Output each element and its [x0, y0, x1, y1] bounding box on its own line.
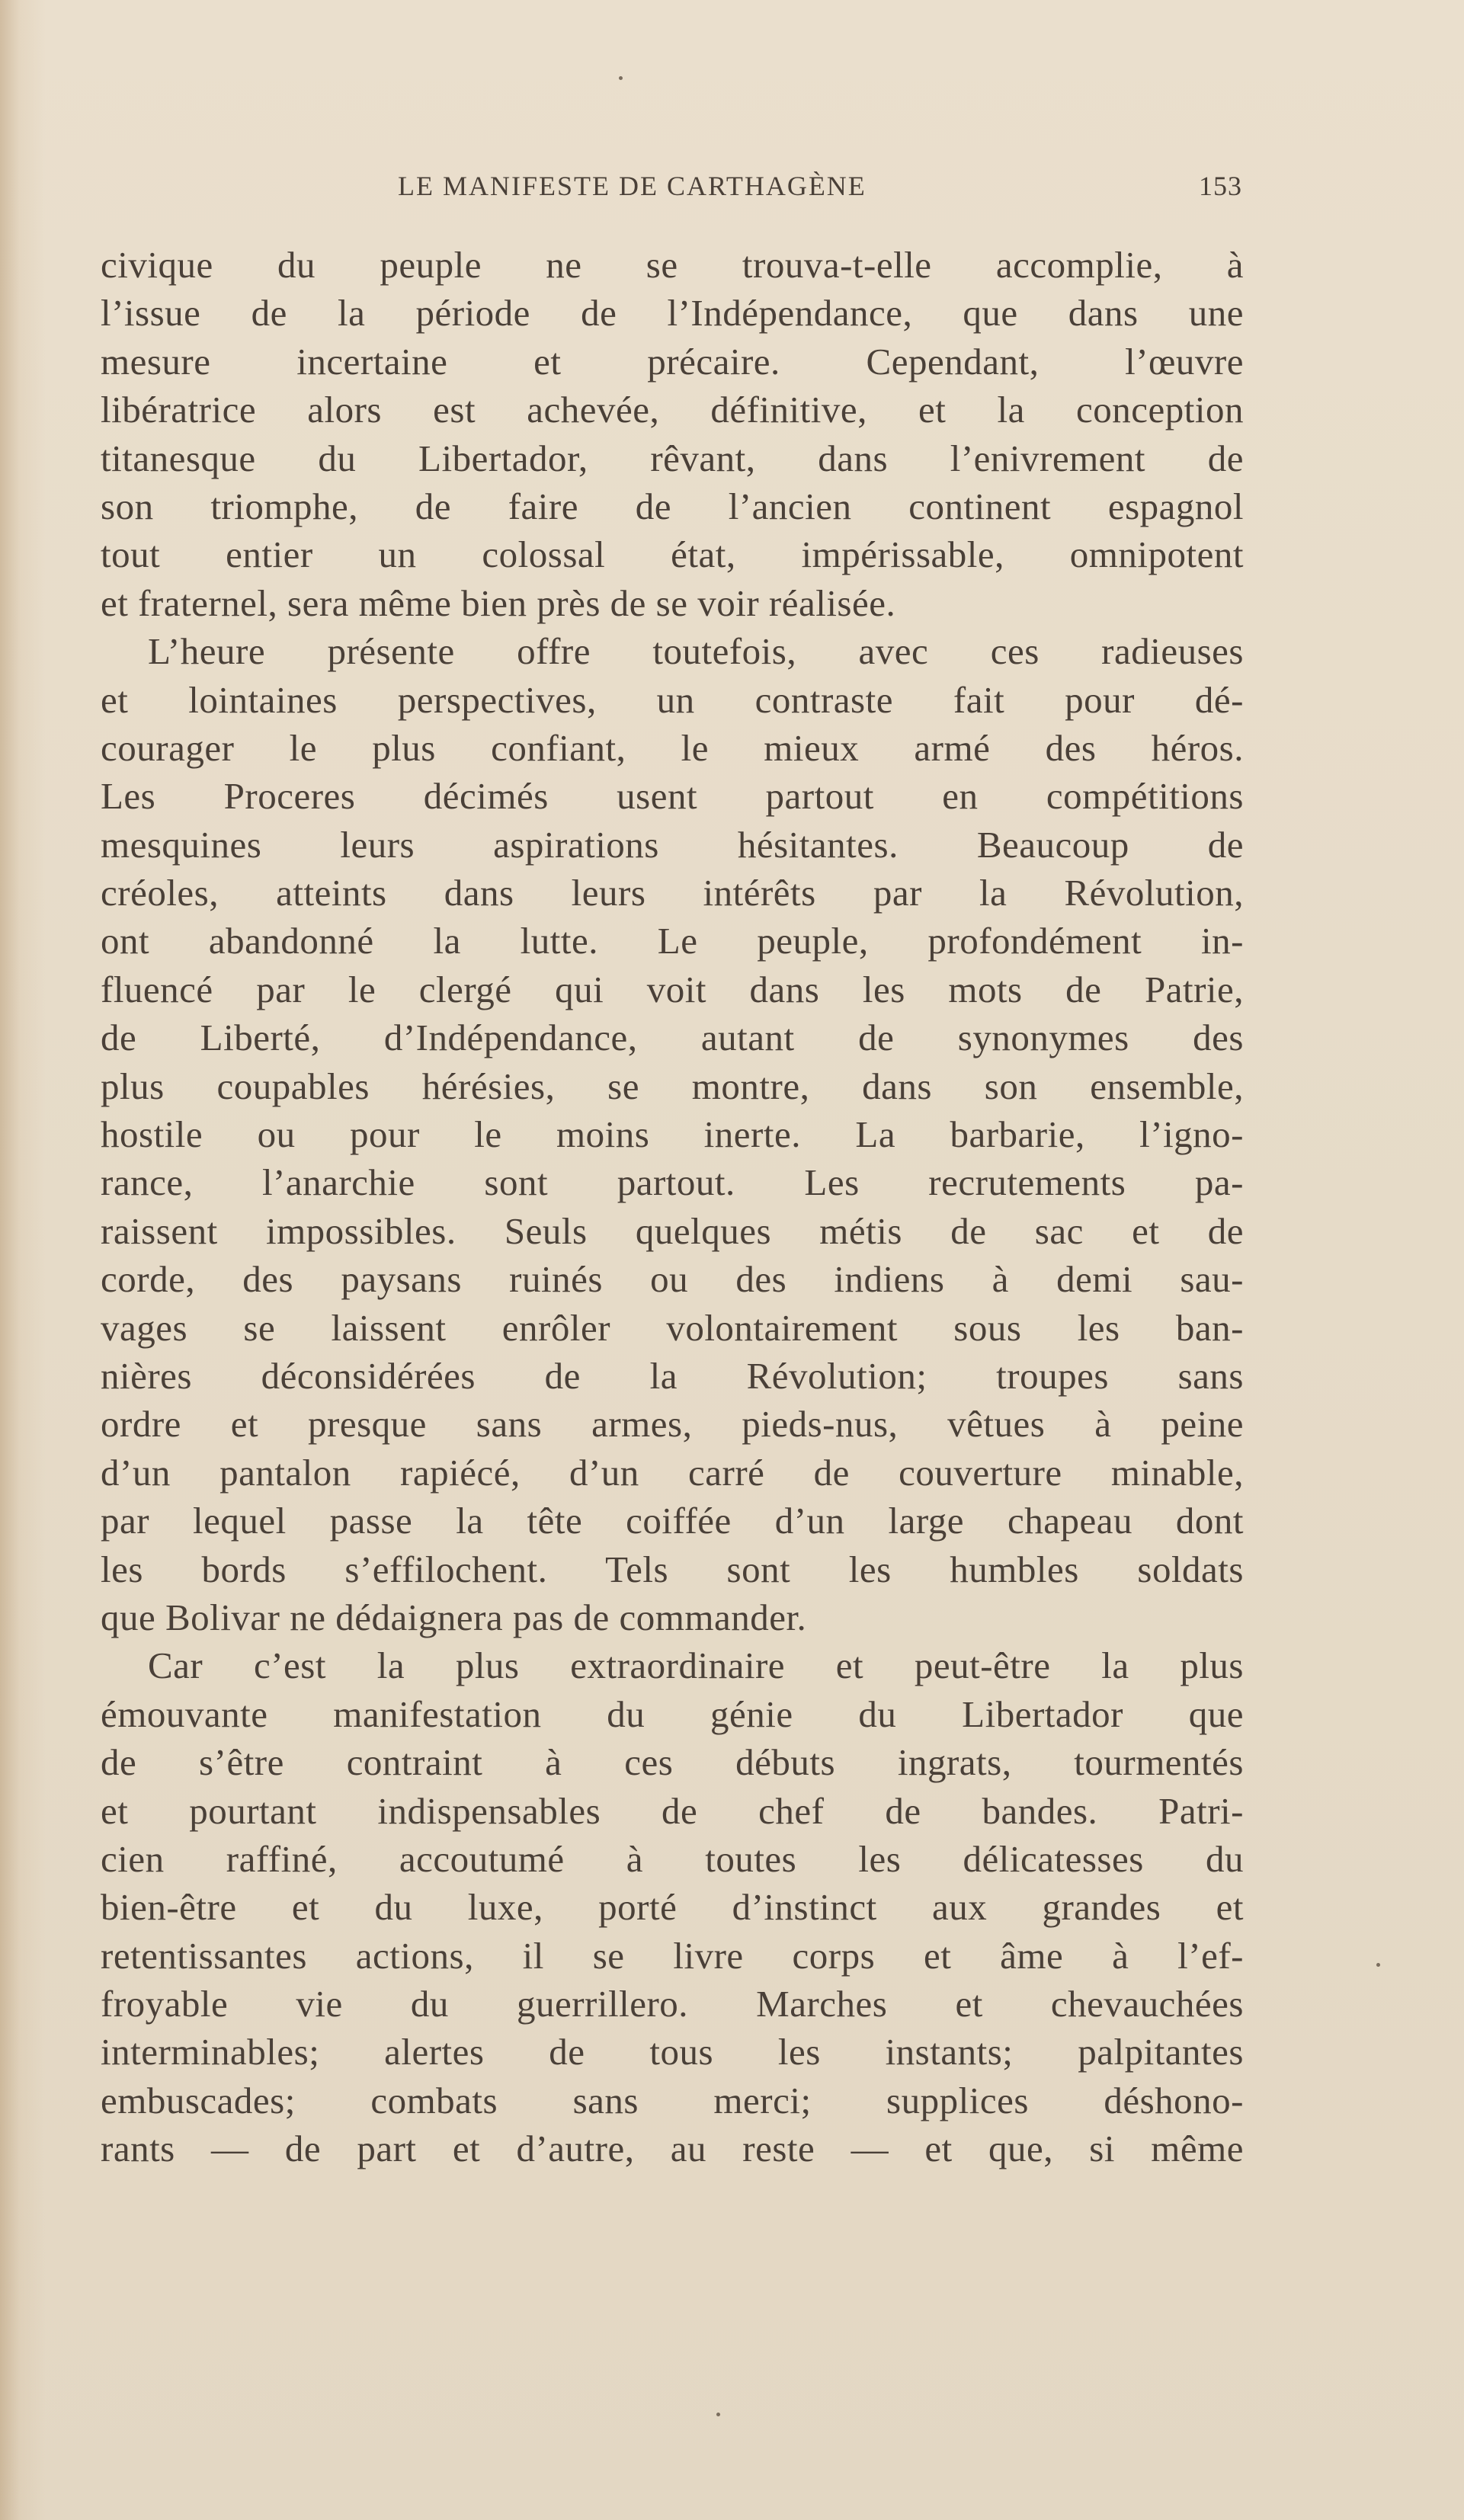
text-line: ont abandonné la lutte. Le peuple, profondément in- [101, 920, 1244, 962]
text-line: retentissantes actions, il se livre corps et âme à l’ef- [101, 1934, 1244, 1977]
text-line: Les Proceres décimés usent partout en compétitions [101, 775, 1244, 818]
text-line: libératrice alors est achevée, définitive, et la conception [101, 389, 1244, 431]
text-line: par lequel passe la tête coiffée d’un large chapeau dont [101, 1500, 1244, 1542]
speck-mark [716, 2413, 720, 2416]
text-line: froyable vie du guerrillero. Marches et chevauchées [101, 1983, 1244, 2025]
text-line: titanesque du Libertador, rêvant, dans l’enivrement de [101, 437, 1244, 479]
text-line: Car c’est la plus extraordinaire et peut-être la plus [148, 1644, 1244, 1687]
text-line: cien raffiné, accoutumé à toutes les délicatesses du [101, 1837, 1244, 1880]
text-line: interminables; alertes de tous les instants; palpitantes [101, 2031, 1244, 2073]
text-line: mesquines leurs aspirations hésitantes. Beaucoup de [101, 823, 1244, 866]
text-line: fluencé par le clergé qui voit dans les mots de Patrie, [101, 968, 1244, 1010]
running-header [102, 170, 1242, 200]
text-line: et fraternel, sera même bien près de se voir réalisée. [101, 581, 896, 624]
text-line: émouvante manifestation du génie du Libertador que [101, 1692, 1244, 1735]
running-title: LE MANIFESTE DE CARTHAGÈNE [398, 171, 867, 201]
text-line: hostile ou pour le moins inerte. La barbarie, l’igno- [101, 1113, 1244, 1156]
text-line: les bords s’effilochent. Tels sont les humbles soldats [101, 1548, 1244, 1590]
text-line: raissent impossibles. Seuls quelques métis de sac et de [101, 1209, 1244, 1252]
text-line: de s’être contraint à ces débuts ingrats, tourmentés [101, 1741, 1244, 1784]
text-line: vages se laissent enrôler volontairement sous les ban- [101, 1306, 1244, 1349]
text-line: que Bolivar ne dédaignera pas de commander. [101, 1596, 807, 1638]
text-line: courager le plus confiant, le mieux armé des héros. [101, 726, 1244, 769]
body-text [101, 241, 1244, 2173]
text-line: de Liberté, d’Indépendance, autant de synonymes des [101, 1017, 1244, 1059]
text-line: mesure incertaine et précaire. Cependant, l’œuvre [101, 340, 1244, 383]
text-line: d’un pantalon rapiécé, d’un carré de couverture minable, [101, 1451, 1244, 1494]
text-line: et pourtant indispensables de chef de bandes. Patri- [101, 1789, 1244, 1832]
text-line: ordre et presque sans armes, pieds-nus, vêtues à peine [101, 1403, 1244, 1446]
text-line: nières déconsidérées de la Révolution; troupes sans [101, 1354, 1244, 1397]
text-line: tout entier un colossal état, impérissable, omnipotent [101, 533, 1244, 576]
speck-mark [619, 76, 623, 80]
text-line: corde, des paysans ruinés ou des indiens à demi sau- [101, 1258, 1244, 1301]
text-line: plus coupables hérésies, se montre, dans son ensemble, [101, 1065, 1244, 1107]
text-line: L’heure présente offre toutefois, avec ces radieuses [148, 630, 1244, 673]
text-line: son triomphe, de faire de l’ancien continent espagnol [101, 485, 1244, 527]
text-line: rance, l’anarchie sont partout. Les recrutements pa- [101, 1161, 1244, 1204]
text-line: bien-être et du luxe, porté d’instinct aux grandes et [101, 1886, 1244, 1929]
text-line: créoles, atteints dans leurs intérêts par la Révolution, [101, 872, 1244, 914]
text-line: l’issue de la période de l’Indépendance, que dans une [101, 292, 1244, 335]
text-line: embuscades; combats sans merci; supplices déshono- [101, 2079, 1244, 2121]
text-line: civique du peuple ne se trouva-t-elle accomplie, à [101, 244, 1244, 286]
speck-mark [1376, 1963, 1380, 1967]
text-line: rants — de part et d’autre, au reste — et que, si même [101, 2128, 1244, 2170]
page-number: 153 [1199, 171, 1242, 201]
text-line: et lointaines perspectives, un contraste fait pour dé- [101, 678, 1244, 721]
